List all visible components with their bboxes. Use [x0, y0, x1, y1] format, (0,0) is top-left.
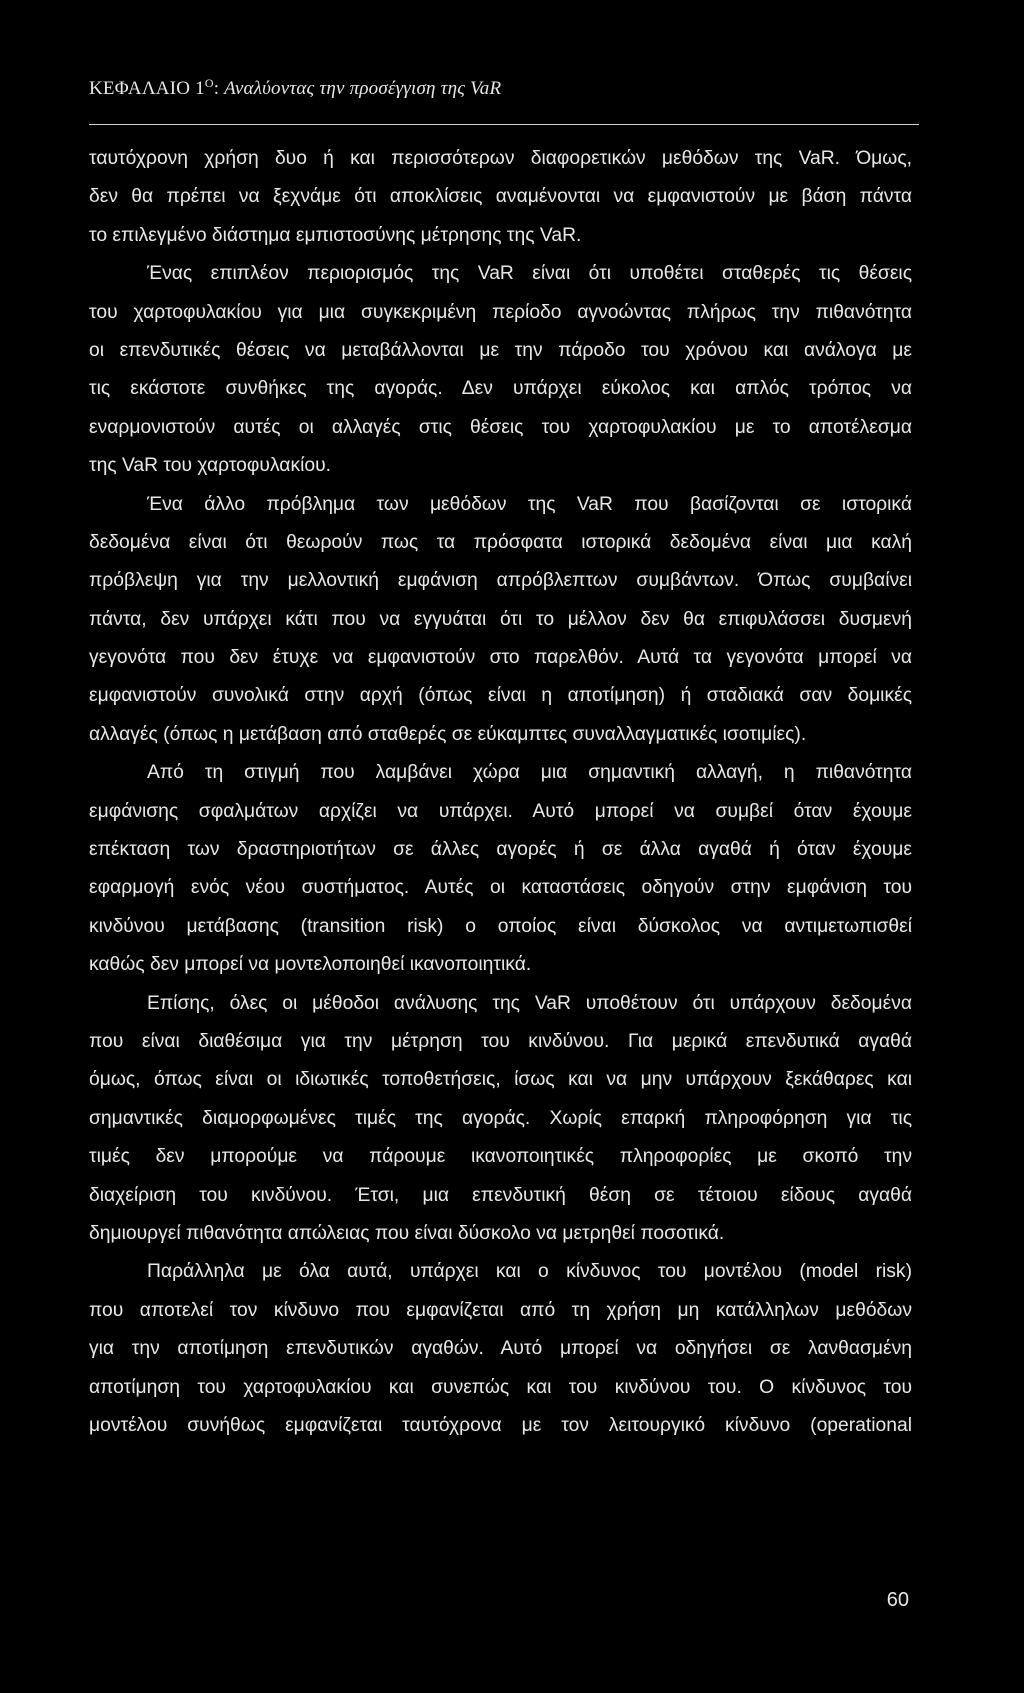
chapter-superscript: Ο	[204, 76, 214, 90]
text-line: Παράλληλα με όλα αυτά, υπάρχει και ο κίνδυνος του μοντέλου (model risk)	[147, 1261, 912, 1283]
text-line: αποτίμηση του χαρτοφυλακίου και συνεπώς και του κινδύνου του. Ο κίνδυνος του	[89, 1376, 912, 1398]
text-line: όμως, όπως είναι οι ιδιωτικές τοποθετήσεις, ίσως και να μην υπάρχουν ξεκάθαρες και	[89, 1069, 912, 1091]
text-line: εμφανιστούν συνολικά στην αρχή (όπως είναι η αποτίμηση) ή σταδιακά σαν δομικές	[89, 685, 912, 707]
text-line: ταυτόχρονη χρήση δυο ή και περισσότερων διαφορετικών μεθόδων της VaR. Όμως,	[89, 148, 912, 169]
text-line: που αποτελεί τον κίνδυνο που εμφανίζεται από τη χρήση μη κατάλληλων μεθόδων	[89, 1299, 912, 1321]
text-line: δεν θα πρέπει να ξεχνάμε ότι αποκλίσεις αναμένονται να εμφανιστούν με βάση πάντα	[89, 186, 912, 208]
text-line: Ένας επιπλέον περιορισμός της VaR είναι ότι υποθέτει σταθερές τις θέσεις	[147, 263, 912, 285]
text-line: γεγονότα που δεν έτυχε να εμφανιστούν στο παρελθόν. Αυτά τα γεγονότα μπορεί να	[89, 647, 912, 669]
body-text	[89, 140, 912, 1445]
text-line: τις εκάστοτε συνθήκες της αγοράς. Δεν υπάρχει εύκολος και απλός τρόπος να	[89, 378, 912, 400]
text-line: που είναι διαθέσιμα για την μέτρηση του κινδύνου. Για μερικά επενδυτικά αγαθά	[89, 1030, 912, 1052]
text-line: εναρμονιστούν αυτές οι αλλαγές στις θέσεις του χαρτοφυλακίου με το αποτέλεσμα	[89, 416, 912, 438]
text-line: Από τη στιγμή που λαμβάνει χώρα μια σημαντική αλλαγή, η πιθανότητα	[147, 762, 912, 784]
chapter-label: ΚΕΦΑΛΑΙΟ 1	[89, 78, 205, 99]
text-line: κινδύνου μετάβασης (transition risk) ο οποίος είναι δύσκολος να αντιμετωπισθεί	[89, 915, 912, 937]
text-line: Επίσης, όλες οι μέθοδοι ανάλυσης της VaR υποθέτουν ότι υπάρχουν δεδομένα	[147, 992, 912, 1014]
text-line: μοντέλου συνήθως εμφανίζεται ταυτόχρονα με τον λειτουργικό κίνδυνο (operational	[89, 1414, 912, 1436]
text-line: οι επενδυτικές θέσεις να μεταβάλλονται με την πάροδο του χρόνου και ανάλογα με	[89, 339, 912, 361]
text-line: δημιουργεί πιθανότητα απώλειας που είναι δύσκολο να μετρηθεί ποσοτικά.	[89, 1222, 725, 1244]
header-separator: :	[213, 78, 220, 99]
text-line: της VaR του χαρτοφυλακίου.	[89, 455, 331, 477]
text-line: Ένα άλλο πρόβλημα των μεθόδων της VaR που βασίζονται σε ιστορικά	[147, 493, 912, 515]
text-line: εφαρμογή ενός νέου συστήματος. Αυτές οι καταστάσεις οδηγούν στην εμφάνιση του	[89, 877, 912, 899]
text-line: δεδομένα είναι ότι θεωρούν πως τα πρόσφατα ιστορικά δεδομένα είναι μια καλή	[89, 531, 912, 553]
text-line: του χαρτοφυλακίου για μια συγκεκριμένη περίοδο αγνοώντας πλήρως την πιθανότητα	[89, 301, 912, 323]
text-line: εμφάνισης σφαλμάτων αρχίζει να υπάρχει. Αυτό μπορεί να συμβεί όταν έχουμε	[89, 800, 912, 822]
text-line: αλλαγές (όπως η μετάβαση από σταθερές σε εύκαμπτες συναλλαγματικές ισοτιμίες).	[89, 723, 807, 745]
text-line: για την αποτίμηση επενδυτικών αγαθών. Αυτό μπορεί να οδηγήσει σε λανθασμένη	[89, 1338, 912, 1360]
text-line: πρόβλεψη για την μελλοντική εμφάνιση απρόβλεπτων συμβάντων. Όπως συμβαίνει	[89, 570, 912, 592]
chapter-subtitle: Αναλύοντας την προσέγγιση της VaR	[224, 78, 502, 99]
text-line: πάντα, δεν υπάρχει κάτι που να εγγυάται ότι το μέλλον δεν θα επιφυλάσσει δυσμενή	[89, 608, 912, 630]
text-line: το επιλεγμένο διάστημα εμπιστοσύνης μέτρησης της VaR.	[89, 224, 582, 246]
text-line: διαχείριση του κινδύνου. Έτσι, μια επενδυτική θέση σε τέτοιου είδους αγαθά	[89, 1184, 912, 1206]
text-line: τιμές δεν μπορούμε να πάρουμε ικανοποιητικές πληροφορίες με σκοπό την	[89, 1146, 912, 1168]
text-line: επέκταση των δραστηριοτήτων σε άλλες αγορές ή σε άλλα αγαθά ή όταν έχουμε	[89, 839, 912, 861]
header-rule	[89, 124, 919, 125]
text-line: καθώς δεν μπορεί να μοντελοποιηθεί ικανοποιητικά.	[89, 954, 532, 976]
text-line: σημαντικές διαμορφωμένες τιμές της αγοράς. Χωρίς επαρκή πληροφόρηση για τις	[89, 1107, 912, 1129]
page-number: 60	[886, 1589, 909, 1611]
running-header	[89, 76, 501, 100]
